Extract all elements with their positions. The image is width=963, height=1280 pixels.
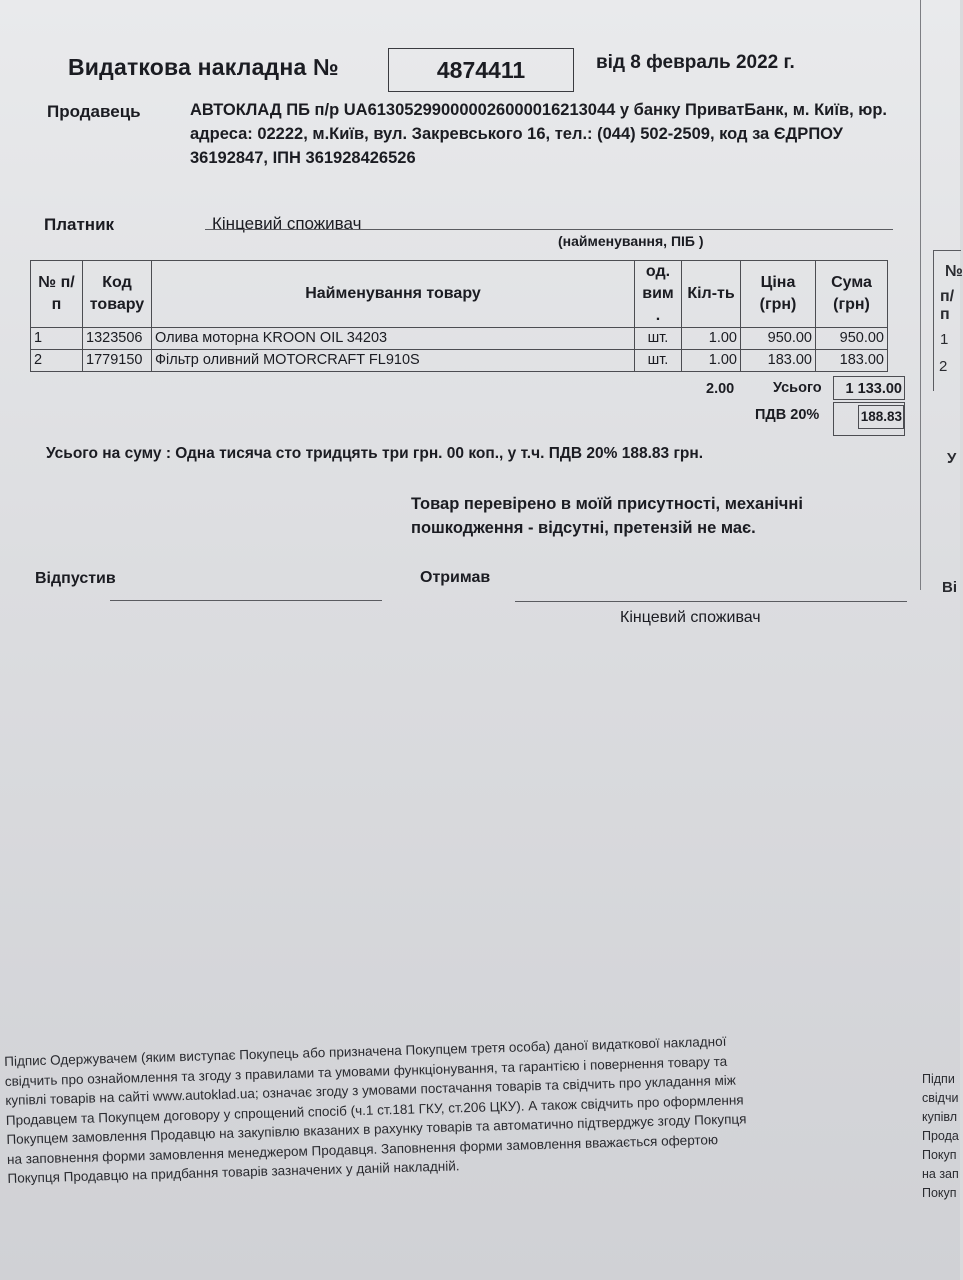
row-code: 1323506 [83, 328, 152, 350]
vat-value: 188.83 [833, 402, 905, 436]
next-page-table-border [933, 250, 961, 391]
next-page-col-pp: п/п [940, 288, 955, 323]
row-price: 183.00 [741, 350, 816, 372]
table-row [31, 350, 888, 372]
row-qty: 1.00 [682, 350, 741, 372]
table-header-row [31, 261, 888, 328]
released-by-label: Відпустив [35, 570, 116, 587]
next-page-fine-print: Підпи свідчи купівл Прода Покуп на зап Покуп [922, 1072, 959, 1200]
vat-label: ПДВ 20% [755, 407, 820, 423]
row-num: 1 [31, 328, 83, 350]
table-row [31, 328, 888, 350]
payer-caption: (найменування, ПІБ ) [558, 233, 704, 249]
goods-checked-note: Товар перевірено в моїй присутності, механічні пошкодження - відсутні, претензій не має. [411, 495, 803, 537]
invoice-date: від 8 февраль 2022 г. [596, 52, 795, 73]
col-num-header: № п/п [31, 261, 83, 328]
invoice-title: Видаткова накладна № [68, 54, 339, 80]
next-page-row-2: 2 [939, 358, 948, 375]
next-page-row-1: 1 [940, 331, 949, 348]
col-name-header: Найменування товару [152, 261, 635, 328]
next-page-released: Ві [942, 579, 957, 596]
received-signature-line [515, 601, 907, 602]
col-code-header: Код товару [83, 261, 152, 328]
row-sum: 950.00 [816, 328, 888, 350]
row-sum: 183.00 [816, 350, 888, 372]
total-quantity: 2.00 [706, 381, 735, 397]
released-signature-line [110, 600, 382, 601]
row-unit: шт. [635, 328, 682, 350]
col-unit-header: од. вим . [635, 261, 682, 328]
row-price: 950.00 [741, 328, 816, 350]
vat-inner-box [858, 405, 904, 429]
payer-underline [205, 229, 893, 230]
total-in-words: Усього на суму : Одна тисяча сто тридцять три грн. 00 коп., у т.ч. ПДВ 20% 188.83 грн. [46, 445, 704, 462]
goods-table [30, 260, 888, 372]
total-value: 1 133.00 [833, 376, 905, 400]
total-label: Усього [773, 380, 822, 396]
col-price-header: Ціна (грн) [741, 261, 816, 328]
row-name: Фільтр оливний MOTORCRAFT FL910S [152, 350, 635, 372]
payer-label: Платник [44, 215, 115, 234]
seller-label: Продавець [47, 102, 141, 121]
terms-fine-print: Підпис Одержувачем (яким виступає Покупець або призначена Покупцем третя особа) даної видаткової накладної свідчить про ознайомлення та згоду з правилами та умовами функціонування, та гарантією і повернення товару та купівлі товарів на сайті www.autoklad.ua; означає згоду з умовами постачання товарів та свідчить про укладання між Продавцем та Покупцем договору у спрощений спосіб (ч.1 ст.181 ГКУ, ст.206 ЦКУ). А також свідчить про оформлення Покупцем замовлення Продавцю на закупівлю вказаних в рахунку товарів та автоматично підтверджує згоду Покупця на заповнення форми замовлення менеджером Продавця. Заповнення форми замовлення вважається офертою Покупця Продавцю на придбання товарів зазначених у даній накладній. [4, 1033, 747, 1186]
page-fold-edge [920, 0, 921, 590]
row-qty: 1.00 [682, 328, 741, 350]
payer-value: Кінцевий споживач [212, 214, 362, 233]
row-unit: шт. [635, 350, 682, 372]
next-page-col-num: № [945, 263, 963, 280]
invoice-number: 4874411 [388, 48, 574, 92]
col-qty-header: Кіл-ть [682, 261, 741, 328]
row-num: 2 [31, 350, 83, 372]
row-code: 1779150 [83, 350, 152, 372]
col-sum-header: Сума (грн) [816, 261, 888, 328]
seller-details: АВТОКЛАД ПБ п/р UA613052990000026000016213044 у банку ПриватБанк, м. Київ, юр. адреса: 02222, м.Київ, вул. Закревського 16, тел.: (044) 502-2509, код за ЄДРПОУ 36192847, ІПН 361928426526 [190, 101, 888, 167]
row-name: Олива моторна KROON OIL 34203 [152, 328, 635, 350]
received-by-name: Кінцевий споживач [620, 609, 761, 626]
next-page-total-words: У [947, 450, 957, 467]
received-by-label: Отримав [420, 569, 491, 586]
